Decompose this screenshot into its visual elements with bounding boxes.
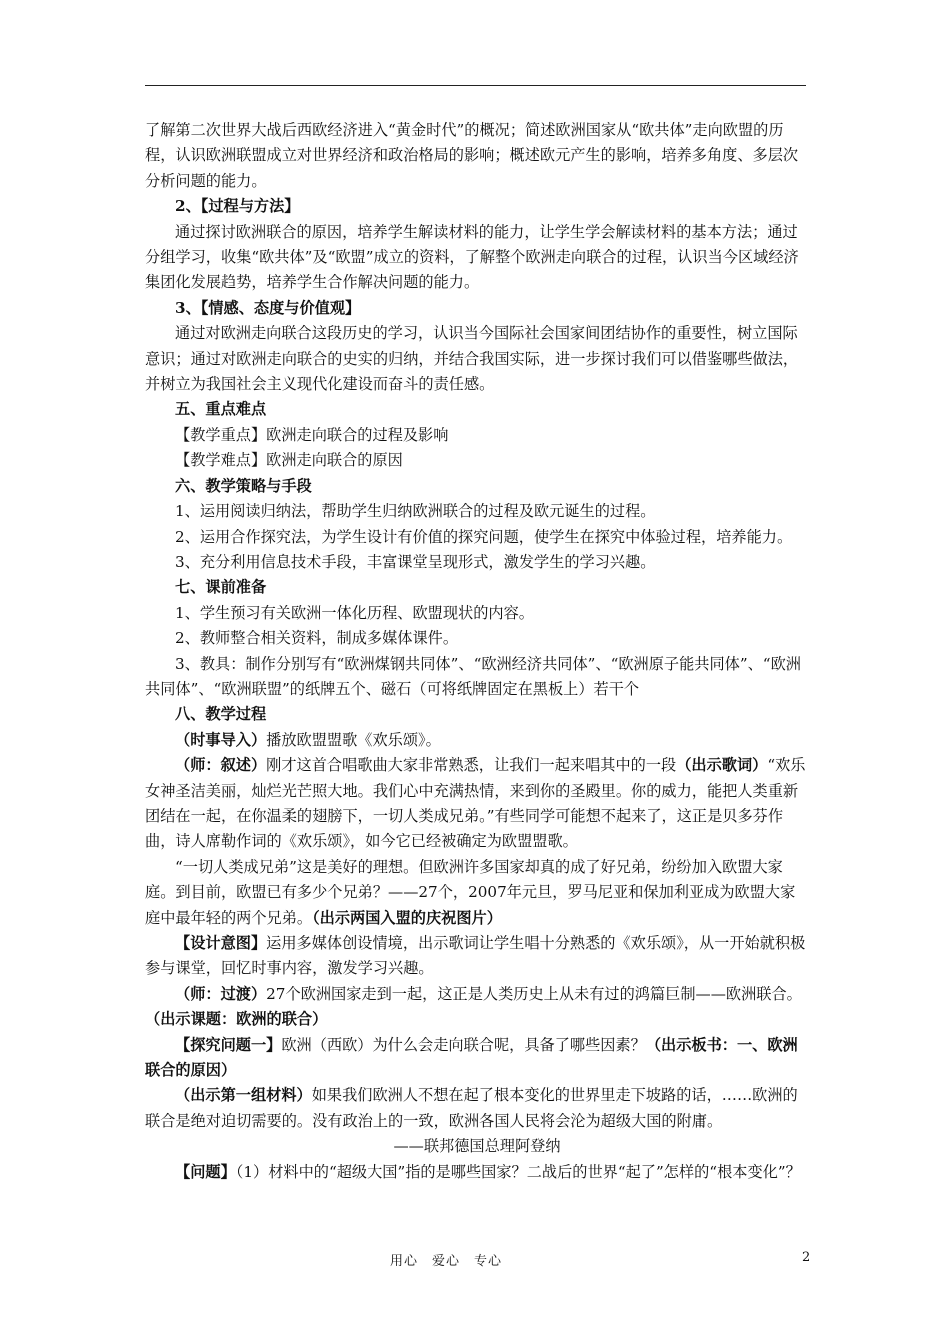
bold-label: （师：叙述） bbox=[175, 756, 267, 775]
paragraph bbox=[145, 982, 809, 1033]
document-body bbox=[145, 118, 809, 1185]
header-rule bbox=[145, 85, 806, 86]
section-heading: 五、重点难点 bbox=[175, 400, 267, 419]
paragraph bbox=[145, 855, 809, 931]
paragraph bbox=[145, 1160, 809, 1185]
footer-motto-word: 用心 bbox=[390, 1254, 419, 1269]
paragraph: 了解第二次世界大战后西欧经济进入“黄金时代”的概况；简述欧洲国家从“欧共体”走向欧盟的历程，认识欧洲联盟成立对世界经济和政治格局的影响；概述欧元产生的影响，培养多角度、多层次分析问题的能力。 bbox=[145, 121, 799, 190]
bold-label: 【问题】 bbox=[175, 1162, 236, 1181]
quote-attribution: ——联邦德国总理阿登纳 bbox=[393, 1137, 561, 1156]
text-run: 27个欧洲国家走到一起，这正是人类历史上从未有过的鸿篇巨制——欧洲联合。 bbox=[266, 984, 802, 1003]
page-number: 2 bbox=[802, 1250, 811, 1265]
footer-motto-word: 专心 bbox=[474, 1254, 503, 1269]
bold-label: （出示歌词） bbox=[676, 756, 768, 775]
bold-label: 【设计意图】 bbox=[175, 934, 267, 952]
text-run: “一切人类成兄弟”这是美好的理想。但欧洲许多国家却真的成了好兄弟，纷纷加入欧盟大家庭。到目前，欧盟已有多少个兄弟？——27个，2007年元旦，罗马尼亚和保加利亚成为欧盟大家庭中最年轻的两个兄弟。 bbox=[145, 857, 796, 927]
paragraph: 【教学重点】欧洲走向联合的过程及影响 bbox=[175, 425, 449, 444]
footer-motto-word: 爱心 bbox=[432, 1254, 461, 1269]
paragraph bbox=[145, 1033, 809, 1084]
section-heading: 六、教学策略与手段 bbox=[175, 476, 312, 495]
paragraph bbox=[145, 728, 809, 753]
section-heading: 2、【过程与方法】 bbox=[175, 197, 300, 216]
bold-label: 【探究问题一】 bbox=[175, 1035, 282, 1054]
text-run: 如果我们欧洲人不想在起了根本变化的世界里走下坡路的话，……欧洲的联合是绝对迫切需要的。没有政治上的一致，欧洲各国人民将会沦为超级大国的附庸。 bbox=[145, 1086, 798, 1130]
text-run: 播放欧盟盟歌《欢乐颂》。 bbox=[266, 730, 441, 749]
bold-label: （出示板书：一、欧洲联合的原因） bbox=[145, 1035, 798, 1080]
bold-label: （时事导入） bbox=[175, 730, 267, 749]
paragraph bbox=[145, 1083, 809, 1134]
section-heading: 八、教学过程 bbox=[175, 705, 267, 724]
text-run: “欢乐女神圣洁美丽，灿烂光芒照大地。我们心中充满热情，来到你的圣殿里。你的威力，能把人类重新团结在一起，在你温柔的翅膀下，一切人类成兄弟。”有些同学可能想不起来了，这正是贝多芬作曲，诗人席勒作词的《欢乐颂》，如今它已经被确定为欧盟盟歌。 bbox=[145, 756, 806, 851]
section-heading: 七、课前准备 bbox=[175, 578, 267, 597]
paragraph bbox=[145, 753, 809, 855]
paragraph: 2、教师整合相关资料，制成多媒体课件。 bbox=[175, 629, 459, 648]
paragraph: 2、运用合作探究法，为学生设计有价值的探究问题，使学生在探究中体验过程，培养能力。 bbox=[175, 527, 793, 546]
paragraph: 1、学生预习有关欧洲一体化历程、欧盟现状的内容。 bbox=[175, 603, 534, 622]
bold-label: （出示两国入盟的庆祝图片） bbox=[312, 908, 502, 927]
text-run: 运用多媒体创设情境，出示歌词让学生唱十分熟悉的《欢乐颂》，从一开始就积极参与课堂，回忆时事内容，激发学习兴趣。 bbox=[145, 934, 806, 978]
section-heading: 3、【情感、态度与价值观】 bbox=[175, 298, 361, 317]
footer-motto bbox=[390, 1250, 516, 1269]
paragraph: 通过探讨欧洲联合的原因，培养学生解读材料的能力，让学生学会解读材料的基本方法；通过分组学习，收集“欧共体”及“欧盟”成立的资料，了解整个欧洲走向联合的过程，认识当今区域经济集团化发展趋势，培养学生合作解决问题的能力。 bbox=[145, 222, 799, 292]
text-run: 刚才这首合唱歌曲大家非常熟悉，让我们一起来唱其中的一段 bbox=[266, 756, 677, 775]
paragraph: 通过对欧洲走向联合这段历史的学习，认识当今国际社会国家间团结协作的重要性，树立国际意识；通过对欧洲走向联合的史实的归纳，并结合我国实际，进一步探讨我们可以借鉴哪些做法，并树立为我国社会主义现代化建设而奋斗的责任感。 bbox=[145, 324, 799, 394]
paragraph: 1、运用阅读归纳法，帮助学生归纳欧洲联合的过程及欧元诞生的过程。 bbox=[175, 502, 656, 521]
paragraph bbox=[145, 931, 809, 982]
bold-label: （出示课题：欧洲的联合） bbox=[145, 1010, 328, 1029]
paragraph: 3、教具：制作分别写有“欧洲煤钢共同体”、“欧洲经济共同体”、“欧洲原子能共同体”、“欧洲共同体”、“欧洲联盟”的纸牌五个、磁石（可将纸牌固定在黑板上）若干个 bbox=[145, 654, 801, 698]
text-run: （1）材料中的“超级大国”指的是哪些国家？二战后的世界“起了”怎样的“根本变化”？ bbox=[235, 1162, 801, 1181]
paragraph: 【教学难点】欧洲走向联合的原因 bbox=[175, 451, 403, 470]
text-run: 欧洲（西欧）为什么会走向联合呢，具备了哪些因素？ bbox=[281, 1035, 646, 1054]
bold-label: （师：过渡） bbox=[175, 984, 267, 1003]
bold-label: （出示第一组材料） bbox=[175, 1086, 312, 1105]
paragraph: 3、充分利用信息技术手段，丰富课堂呈现形式，激发学生的学习兴趣。 bbox=[175, 552, 656, 571]
